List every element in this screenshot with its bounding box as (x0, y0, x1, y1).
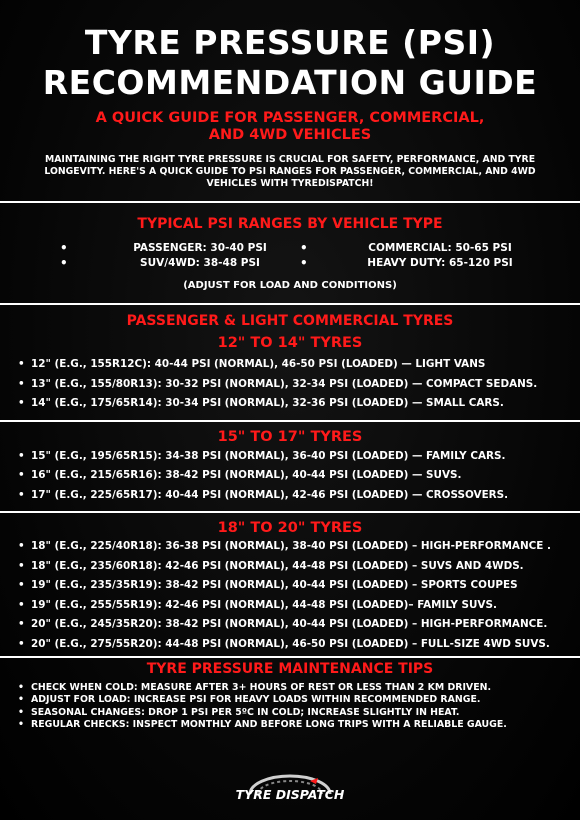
title-line-2: RECOMMENDATION GUIDE (42, 63, 538, 102)
bullet-icon: • (18, 579, 25, 591)
list-item: • 19" (E.G., 255/55R19): 42-46 PSI (NORMAL), 44-48 PSI (LOADED)– FAMILY SUVS. (18, 596, 580, 616)
bullet-icon: • (18, 559, 25, 572)
range-item: • PASSENGER: 30-40 PSI (60, 241, 267, 255)
list-item: • 17" (E.G., 225/65R17): 40-44 PSI (NORMAL), 42-46 PSI (LOADED) — CROSSOVERS. (18, 486, 580, 506)
range-item: • COMMERCIAL: 50-65 PSI (300, 241, 512, 255)
intro-text: MAINTAINING THE RIGHT TYRE PRESSURE IS CRUCIAL FOR SAFETY, PERFORMANCE, AND TYRE LONGEVITY. HERE'S A QUICK GUIDE TO PSI RANGES FOR PASSENGER, COMMERCIAL, AND 4WD VEHICLES WITH TYREDISPATCH! (44, 154, 536, 189)
bullet-icon: • (18, 377, 25, 390)
logo-text: TYRE DISPATCH (235, 787, 345, 802)
list-item: • REGULAR CHECKS: INSPECT MONTHLY AND BEFORE LONG TRIPS WITH A RELIABLE GAUGE. (18, 719, 507, 731)
list-item: • CHECK WHEN COLD: MEASURE AFTER 3+ HOURS OF REST OR LESS THAN 2 KM DRIVEN. (18, 682, 492, 693)
group-heading-15-17: 15" TO 17" TYRES (217, 428, 363, 445)
group-heading-18-20: 18" TO 20" TYRES (217, 520, 363, 536)
bullet-icon: • (18, 637, 25, 650)
bullet-icon: • (18, 719, 24, 731)
subtitle-line-2: AND 4WD VEHICLES (208, 127, 372, 143)
list-item: • 14" (E.G., 175/65R14): 30-34 PSI (NORMAL), 32-36 PSI (LOADED) — SMALL CARS. (18, 394, 580, 414)
bullet-icon: • (18, 598, 25, 611)
page-title (0, 0, 580, 103)
bullet-icon: • (18, 694, 24, 706)
list-item: • 18" (E.G., 235/60R18): 42-46 PSI (NORMAL), 44-48 PSI (LOADED) – SUVS AND 4WDS. (18, 557, 580, 577)
list-item: • ADJUST FOR LOAD: INCREASE PSI FOR HEAVY LOADS WITHIN RECOMMENDED RANGE. (18, 694, 481, 706)
list-item: • 20" (E.G., 275/55R20): 44-48 PSI (NORMAL), 46-50 PSI (LOADED) – FULL-SIZE 4WD SUVS. (18, 635, 580, 655)
list-item: • 18" (E.G., 225/40R18): 36-38 PSI (NORMAL), 38-40 PSI (LOADED) – HIGH-PERFORMANCE . (18, 537, 580, 557)
typical-note: (ADJUST FOR LOAD AND CONDITIONS) (183, 280, 397, 291)
bullet-icon: • (300, 256, 308, 270)
list-item: • SEASONAL CHANGES: DROP 1 PSI PER 5ºC IN COLD; INCREASE SLIGHTLY IN HEAT. (18, 706, 460, 718)
bullet-icon: • (18, 706, 24, 718)
bullet-icon: • (18, 488, 25, 501)
list-item: • 13" (E.G., 155/80R13): 30-32 PSI (NORMAL), 32-34 PSI (LOADED) — COMPACT SEDANS. (18, 375, 580, 395)
group-list-18-20 (0, 537, 580, 654)
tips-list (0, 682, 580, 732)
passenger-heading: PASSENGER & LIGHT COMMERCIAL TYRES (126, 313, 454, 329)
page-subtitle (0, 110, 580, 144)
list-item: • 15" (E.G., 195/65R15): 34-38 PSI (NORMAL), 36-40 PSI (LOADED) — FAMILY CARS. (18, 447, 580, 467)
bullet-icon: • (18, 618, 25, 630)
bullet-icon: • (18, 358, 25, 370)
group-list-15-17 (0, 447, 580, 506)
brand-logo (0, 772, 580, 816)
title-line-1: TYRE PRESSURE (PSI) (84, 23, 496, 62)
tips-heading: TYRE PRESSURE MAINTENANCE TIPS (146, 661, 434, 677)
divider (0, 420, 580, 422)
typical-heading: TYPICAL PSI RANGES BY VEHICLE TYPE (137, 216, 443, 232)
range-item: • SUV/4WD: 38-48 PSI (60, 256, 260, 270)
typical-ranges (0, 241, 580, 271)
bullet-icon: • (60, 241, 68, 255)
list-item: • 20" (E.G., 245/35R20): 38-42 PSI (NORMAL), 40-44 PSI (LOADED) – HIGH-PERFORMANCE. (18, 615, 580, 635)
bullet-icon: • (60, 256, 68, 270)
divider (0, 201, 580, 203)
subtitle-line-1: A QUICK GUIDE FOR PASSENGER, COMMERCIAL, (95, 110, 485, 126)
bullet-icon: • (18, 540, 25, 552)
range-item: • HEAVY DUTY: 65-120 PSI (300, 256, 513, 270)
tyre-logo-icon (210, 772, 370, 812)
bullet-icon: • (300, 241, 308, 255)
list-item: • 16" (E.G., 215/65R16): 38-42 PSI (NORMAL), 40-44 PSI (LOADED) — SUVS. (18, 466, 580, 486)
bullet-icon: • (18, 682, 24, 693)
divider (0, 303, 580, 305)
group-list-12-14 (0, 355, 580, 414)
divider (0, 511, 580, 513)
bullet-icon: • (18, 397, 25, 409)
bullet-icon: • (18, 469, 25, 481)
list-item: • 19" (E.G., 235/35R19): 38-42 PSI (NORMAL), 40-44 PSI (LOADED) – SPORTS COUPES (18, 576, 580, 596)
divider (0, 656, 580, 658)
list-item: • 12" (E.G., 155R12C): 40-44 PSI (NORMAL), 46-50 PSI (LOADED) — LIGHT VANS (18, 355, 580, 375)
bullet-icon: • (18, 449, 25, 462)
group-heading-12-14: 12" TO 14" TYRES (217, 335, 363, 351)
